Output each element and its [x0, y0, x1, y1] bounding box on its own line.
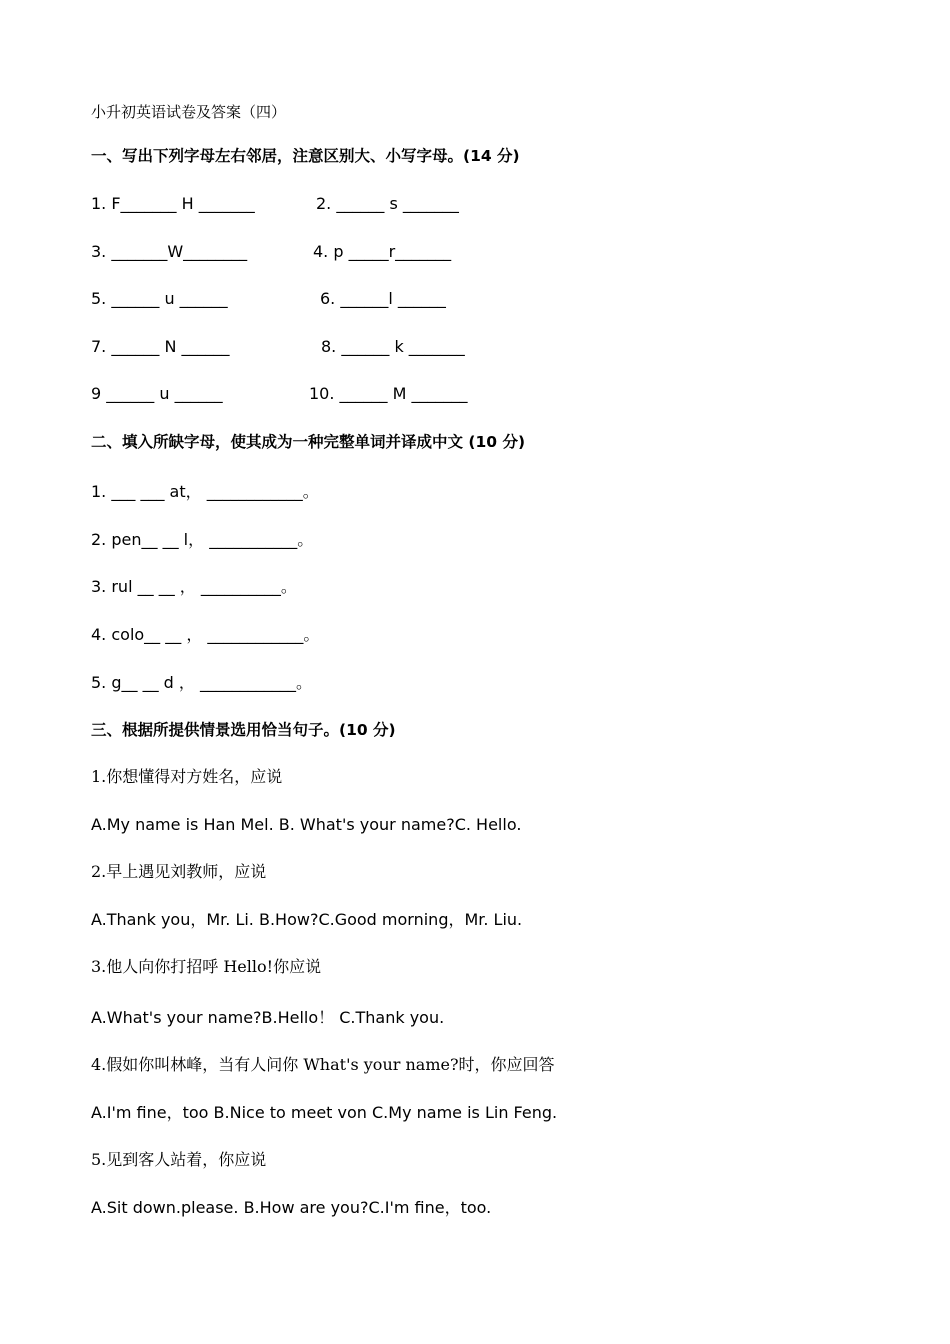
s1-item-10: 10. ______ M _______ [309, 384, 468, 403]
s3-options-5: A.Sit down.please. B.How are you?C.I'm fine，too. [91, 1198, 492, 1217]
s3-question-5: 5.见到客人站着，你应说 [91, 1150, 267, 1169]
s1-item-6: 6. ______l ______ [320, 289, 446, 308]
s1-item-7: 7. ______ N ______ [91, 337, 230, 356]
s3-question-3: 3.他人向你打招呼 Hello!你应说 [91, 957, 322, 976]
s1-item-1: 1. F_______ H _______ [91, 194, 255, 213]
s2-item-3: 3. rul __ __ ， __________。 [91, 577, 297, 596]
s3-options-1: A.My name is Han Mel. B. What's your name?C. Hello. [91, 815, 522, 834]
s3-question-2: 2.早上遇见刘教师，应说 [91, 862, 267, 881]
s3-options-4: A.I'm fine，too B.Nice to meet von C.My name is Lin Feng. [91, 1103, 558, 1122]
document-title: 小升初英语试卷及答案（四） [91, 103, 287, 121]
s2-item-4: 4. colo__ __ ， ____________。 [91, 625, 320, 644]
section-1-heading: 一、写出下列字母左右邻居，注意区别大、小写字母。(14 分) [91, 147, 520, 165]
s1-item-9: 9 ______ u ______ [91, 384, 223, 403]
s1-item-4: 4. p _____r_______ [313, 242, 452, 261]
s3-question-4: 4.假如你叫林峰，当有人问你 What's your name?时，你应回答 [91, 1055, 555, 1074]
s3-options-2: A.Thank you，Mr. Li. B.How?C.Good morning，Mr. Liu. [91, 910, 523, 929]
s1-item-8: 8. ______ k _______ [321, 337, 465, 356]
s1-item-3: 3. _______W________ [91, 242, 248, 261]
s2-item-5: 5. g__ __ d ， ____________。 [91, 673, 313, 692]
s1-item-5: 5. ______ u ______ [91, 289, 228, 308]
section-3-heading: 三、根据所提供情景选用恰当句子。(10 分) [91, 721, 396, 739]
s2-item-1: 1. ___ ___ at， ____________。 [91, 482, 319, 501]
s1-item-2: 2. ______ s _______ [316, 194, 459, 213]
s3-question-1: 1.你想懂得对方姓名，应说 [91, 767, 283, 786]
section-2-heading: 二、填入所缺字母，使其成为一种完整单词并译成中文 (10 分) [91, 433, 526, 451]
s3-options-3: A.What's your name?B.Hello！ C.Thank you. [91, 1008, 445, 1027]
s2-item-2: 2. pen__ __ l， ___________。 [91, 530, 314, 549]
